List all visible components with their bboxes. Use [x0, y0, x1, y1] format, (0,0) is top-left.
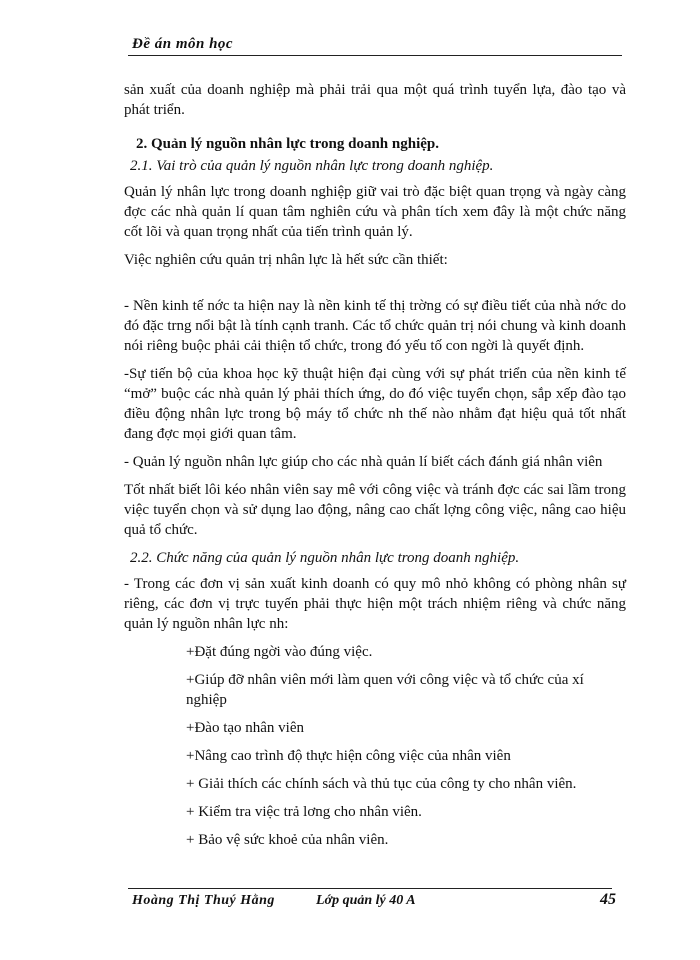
- section-heading: 2. Quản lý nguồn nhân lực trong doanh nghiệp.: [136, 136, 440, 152]
- list-item: + Bảo vệ sức khoẻ của nhân viên.: [186, 832, 389, 848]
- functions-list: [186, 642, 626, 850]
- paragraph-4: -Sự tiến bộ của khoa học kỹ thuật hiện đại cùng với sự phát triển của nền kinh tế “mở” buộc các nhà quản lý phải thích ứng, do đó việc tuyển chọn, sắp xếp đào tạo điều động nhân lực trong bộ máy tổ chức nh thế nào nhằm đạt hiệu quả tốt nhất đang đợc mọi giới quan tâm.: [124, 366, 626, 442]
- paragraph-1: Quản lý nhân lực trong doanh nghiệp giữ vai trò đặc biệt quan trọng và ngày càng đợc các nhà quản lí quan tâm nghiên cứu và phân tích xem đây là một chức năng cốt lõi và quan trọng nhất của tiến trình quản lý.: [124, 184, 626, 240]
- document-body: [124, 80, 626, 858]
- footer-class: Lớp quản lý 40 A: [316, 893, 416, 908]
- list-item: +Đào tạo nhân viên: [186, 720, 305, 736]
- subsection-heading-1: 2.1. Vai trò của quản lý nguồn nhân lực trong doanh nghiệp.: [130, 158, 494, 174]
- subsection-heading-2: 2.2. Chức năng của quản lý nguồn nhân lực trong doanh nghiệp.: [130, 550, 520, 566]
- header-title: Đề án môn học: [132, 36, 234, 52]
- spacer: [124, 278, 626, 296]
- footer-rule: [128, 888, 612, 889]
- intro-paragraph: sản xuất của doanh nghiệp mà phải trải qua một quá trình tuyển lựa, đào tạo và phát triển.: [124, 82, 626, 118]
- list-item: + Giải thích các chính sách và thủ tục của công ty cho nhân viên.: [186, 776, 577, 792]
- page-number: 45: [600, 891, 616, 908]
- list-item: +Nâng cao trình độ thực hiện công việc của nhân viên: [186, 748, 511, 764]
- paragraph-7: - Trong các đơn vị sản xuất kinh doanh có quy mô nhỏ không có phòng nhân sự riêng, các đơn vị trực tuyến phải thực hiện một trách nhiệm riêng và chức năng quản lý nguồn nhân lực nh:: [124, 576, 626, 632]
- paragraph-5: - Quản lý nguồn nhân lực giúp cho các nhà quản lí biết cách đánh giá nhân viên: [124, 454, 603, 470]
- paragraph-6: Tốt nhất biết lôi kéo nhân viên say mê với công việc và tránh đợc các sai lầm trong việc tuyển chọn và sử dụng lao động, nâng cao chất lợng công việc, nâng cao hiệu quả tổ chức.: [124, 482, 626, 538]
- list-item: + Kiểm tra việc trả lơng cho nhân viên.: [186, 804, 422, 820]
- paragraph-3: - Nền kinh tế nớc ta hiện nay là nền kinh tế thị trờng có sự điều tiết của nhà nớc do đó đặc trng nổi bật là tính cạnh tranh. Các tổ chức quản trị nói chung và kinh doanh nói riêng buộc phải cải thiện tổ chức, trong đó yếu tố con ngời là quyết định.: [124, 298, 626, 354]
- paragraph-2: Việc nghiên cứu quản trị nhân lực là hết sức cần thiết:: [124, 252, 448, 268]
- list-item: +Đặt đúng ngời vào đúng việc.: [186, 644, 373, 660]
- list-item: +Giúp đỡ nhân viên mới làm quen với công việc và tổ chức của xí nghiệp: [186, 672, 584, 708]
- footer-author: Hoàng Thị Thuý Hằng: [132, 893, 275, 908]
- header-rule: [128, 55, 622, 56]
